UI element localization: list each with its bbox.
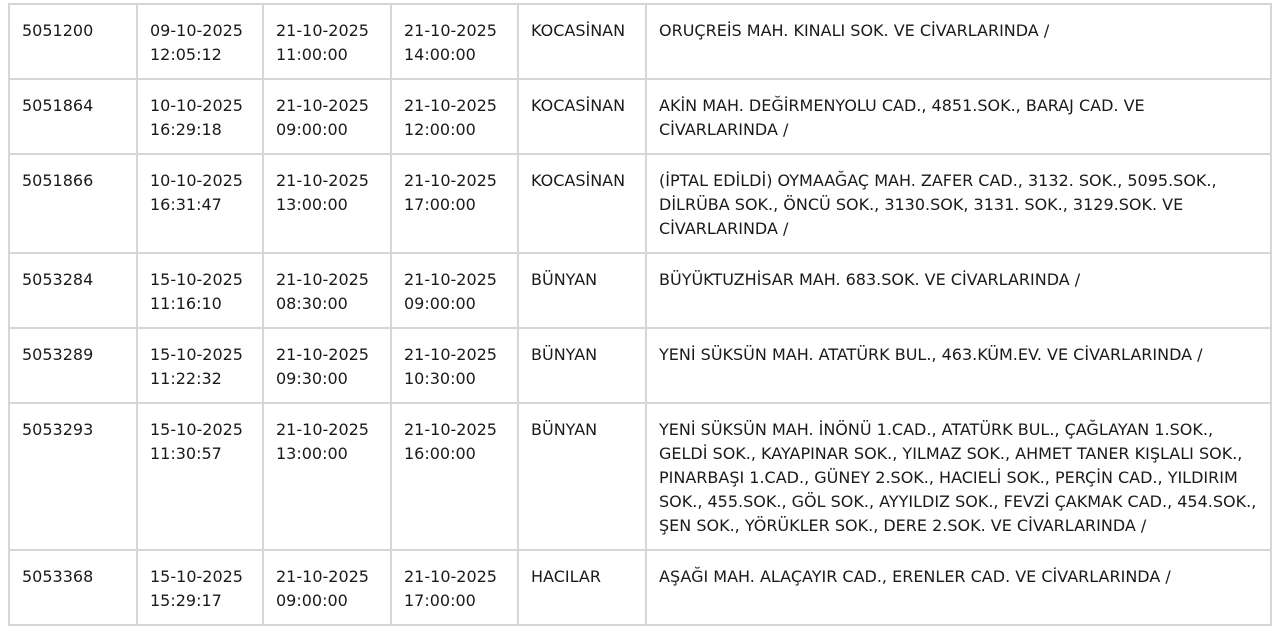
id-cell [9,4,137,79]
table-row [9,4,1271,79]
district-cell [518,403,646,550]
end-date: 21-10-2025 [404,96,497,115]
id-cell [9,154,137,253]
outage-id: 5053289 [22,345,94,364]
district-name: KOCASİNAN [531,21,626,40]
table-row [9,253,1271,328]
end-time: 10:30:00 [404,369,476,388]
address-cell [646,550,1271,625]
start-time: 13:00:00 [276,195,348,214]
start-date: 21-10-2025 [276,345,369,364]
address-text: AŞAĞI MAH. ALAÇAYIR CAD., ERENLER CAD. VE CİVARLARINDA / [659,567,1171,586]
recorded-cell [137,328,263,403]
address-cell [646,403,1271,550]
recorded-time: 12:05:12 [150,45,222,64]
table-row [9,79,1271,154]
district-cell [518,328,646,403]
id-cell [9,79,137,154]
outage-id: 5051866 [22,171,94,190]
end-date: 21-10-2025 [404,567,497,586]
start-date: 21-10-2025 [276,21,369,40]
id-cell [9,403,137,550]
end-time: 16:00:00 [404,444,476,463]
recorded-date: 15-10-2025 [150,420,243,439]
id-cell [9,550,137,625]
end-cell [391,154,518,253]
district-name: BÜNYAN [531,420,598,439]
start-date: 21-10-2025 [276,171,369,190]
recorded-time: 11:22:32 [150,369,222,388]
end-cell [391,403,518,550]
end-cell [391,550,518,625]
recorded-time: 11:16:10 [150,294,222,313]
address-text: BÜYÜKTUZHİSAR MAH. 683.SOK. VE CİVARLARINDA / [659,270,1081,289]
recorded-date: 15-10-2025 [150,345,243,364]
district-name: HACILAR [531,567,601,586]
end-cell [391,328,518,403]
district-name: KOCASİNAN [531,171,626,190]
start-time: 09:00:00 [276,120,348,139]
start-date: 21-10-2025 [276,270,369,289]
table-row [9,154,1271,253]
end-time: 17:00:00 [404,591,476,610]
recorded-cell [137,253,263,328]
end-time: 09:00:00 [404,294,476,313]
recorded-time: 11:30:57 [150,444,222,463]
recorded-cell [137,550,263,625]
district-cell [518,253,646,328]
recorded-cell [137,79,263,154]
start-cell [263,154,391,253]
start-cell [263,328,391,403]
start-time: 11:00:00 [276,45,348,64]
recorded-cell [137,4,263,79]
end-date: 21-10-2025 [404,345,497,364]
outage-table-body [9,4,1271,625]
recorded-time: 15:29:17 [150,591,222,610]
id-cell [9,328,137,403]
end-cell [391,4,518,79]
address-text: (İPTAL EDİLDİ) OYMAAĞAÇ MAH. ZAFER CAD., 3132. SOK., 5095.SOK., DİLRÜBA SOK., ÖNCÜ SOK., 3130.SOK, 3131. SOK., 3129.SOK. VE CİVARLARINDA / [659,171,1217,238]
recorded-date: 09-10-2025 [150,21,243,40]
district-name: KOCASİNAN [531,96,626,115]
table-row [9,403,1271,550]
start-cell [263,550,391,625]
address-cell [646,253,1271,328]
district-name: BÜNYAN [531,345,598,364]
recorded-time: 16:31:47 [150,195,222,214]
start-cell [263,403,391,550]
outage-id: 5051864 [22,96,94,115]
outage-id: 5053293 [22,420,94,439]
district-cell [518,154,646,253]
id-cell [9,253,137,328]
start-date: 21-10-2025 [276,420,369,439]
address-cell [646,328,1271,403]
outage-table [8,3,1272,626]
address-text: AKİN MAH. DEĞİRMENYOLU CAD., 4851.SOK., BARAJ CAD. VE CİVARLARINDA / [659,96,1145,139]
address-text: ORUÇREİS MAH. KINALI SOK. VE CİVARLARINDA / [659,21,1050,40]
start-date: 21-10-2025 [276,567,369,586]
end-date: 21-10-2025 [404,21,497,40]
address-cell [646,79,1271,154]
outage-id: 5053368 [22,567,94,586]
address-cell [646,4,1271,79]
address-text: YENİ SÜKSÜN MAH. ATATÜRK BUL., 463.KÜM.EV. VE CİVARLARINDA / [659,345,1203,364]
end-cell [391,79,518,154]
recorded-cell [137,154,263,253]
district-name: BÜNYAN [531,270,598,289]
start-cell [263,4,391,79]
district-cell [518,4,646,79]
recorded-time: 16:29:18 [150,120,222,139]
end-date: 21-10-2025 [404,270,497,289]
end-date: 21-10-2025 [404,420,497,439]
outage-id: 5051200 [22,21,94,40]
start-time: 09:30:00 [276,369,348,388]
start-time: 08:30:00 [276,294,348,313]
recorded-date: 15-10-2025 [150,567,243,586]
end-time: 17:00:00 [404,195,476,214]
recorded-date: 10-10-2025 [150,171,243,190]
start-time: 09:00:00 [276,591,348,610]
end-date: 21-10-2025 [404,171,497,190]
end-time: 12:00:00 [404,120,476,139]
recorded-date: 10-10-2025 [150,96,243,115]
address-cell [646,154,1271,253]
start-date: 21-10-2025 [276,96,369,115]
table-row [9,550,1271,625]
end-cell [391,253,518,328]
start-time: 13:00:00 [276,444,348,463]
table-row [9,328,1271,403]
address-text: YENİ SÜKSÜN MAH. İNÖNÜ 1.CAD., ATATÜRK BUL., ÇAĞLAYAN 1.SOK., GELDİ SOK., KAYAPINAR SOK., YILMAZ SOK., AHMET TANER KIŞLALI SOK., PINARBAŞI 1.CAD., GÜNEY 2.SOK., HACIELİ SOK., PERÇİN CAD., YILDIRIM SOK., 455.SOK., GÖL SOK., AYYILDIZ SOK., FEVZİ ÇAKMAK CAD., 454.SOK., ŞEN SOK., YÖRÜKLER SOK., DERE 2.SOK. VE CİVARLARINDA / [659,420,1257,535]
start-cell [263,253,391,328]
end-time: 14:00:00 [404,45,476,64]
district-cell [518,550,646,625]
recorded-cell [137,403,263,550]
district-cell [518,79,646,154]
start-cell [263,79,391,154]
outage-id: 5053284 [22,270,94,289]
recorded-date: 15-10-2025 [150,270,243,289]
